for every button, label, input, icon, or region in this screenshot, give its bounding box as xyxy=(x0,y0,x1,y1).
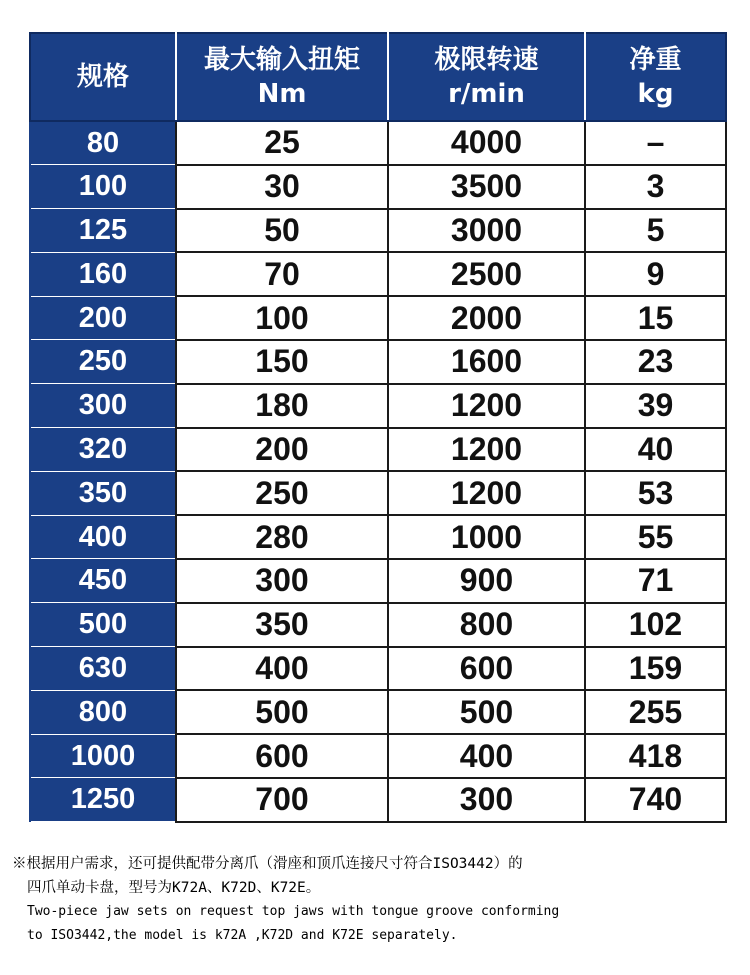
cell-model: 80 xyxy=(30,121,176,165)
cell-max-speed: 300 xyxy=(388,778,585,822)
cell-net-weight: 3 xyxy=(585,165,726,209)
header-model: 规格 xyxy=(30,33,176,121)
cell-net-weight: 5 xyxy=(585,209,726,253)
cell-max-speed: 3500 xyxy=(388,165,585,209)
table-body xyxy=(30,121,726,822)
note-cn-line1: ※根据用户需求，还可提供配带分离爪（滑座和顶爪连接尺寸符合ISO3442）的 xyxy=(12,856,523,872)
table-row xyxy=(30,121,726,165)
cell-net-weight: 55 xyxy=(585,515,726,559)
header-max-speed: 极限转速 r/min xyxy=(388,33,585,121)
cell-net-weight: 159 xyxy=(585,647,726,691)
cell-max-torque: 100 xyxy=(176,296,388,340)
cell-max-torque: 300 xyxy=(176,559,388,603)
cell-max-speed: 400 xyxy=(388,734,585,778)
cell-max-speed: 800 xyxy=(388,603,585,647)
table-row xyxy=(30,690,726,734)
cell-model: 1000 xyxy=(30,734,176,778)
table-header xyxy=(30,33,726,121)
table-row xyxy=(30,734,726,778)
cell-model: 320 xyxy=(30,428,176,472)
spec-table xyxy=(29,32,727,823)
cell-model: 200 xyxy=(30,296,176,340)
cell-model: 300 xyxy=(30,384,176,428)
table-row xyxy=(30,647,726,691)
cell-max-speed: 1200 xyxy=(388,428,585,472)
table-row xyxy=(30,209,726,253)
cell-model: 450 xyxy=(30,559,176,603)
table-row xyxy=(30,252,726,296)
cell-model: 350 xyxy=(30,471,176,515)
cell-model: 160 xyxy=(30,252,176,296)
cell-max-torque: 180 xyxy=(176,384,388,428)
table-row xyxy=(30,471,726,515)
cell-net-weight: 15 xyxy=(585,296,726,340)
cell-max-speed: 3000 xyxy=(388,209,585,253)
cell-model: 100 xyxy=(30,165,176,209)
cell-max-speed: 1000 xyxy=(388,515,585,559)
cell-max-torque: 200 xyxy=(176,428,388,472)
cell-model: 400 xyxy=(30,515,176,559)
note-en-line1: Two-piece jaw sets on request top jaws with tongue groove conforming xyxy=(27,904,560,919)
table-row xyxy=(30,296,726,340)
table-row xyxy=(30,559,726,603)
cell-net-weight: 9 xyxy=(585,252,726,296)
cell-model: 125 xyxy=(30,209,176,253)
table-row xyxy=(30,603,726,647)
table-row xyxy=(30,340,726,384)
cell-net-weight: – xyxy=(585,121,726,165)
notes xyxy=(12,852,732,948)
table-row xyxy=(30,384,726,428)
cell-max-torque: 25 xyxy=(176,121,388,165)
cell-max-torque: 70 xyxy=(176,252,388,296)
table-row xyxy=(30,428,726,472)
cell-net-weight: 740 xyxy=(585,778,726,822)
cell-net-weight: 102 xyxy=(585,603,726,647)
cell-max-torque: 700 xyxy=(176,778,388,822)
cell-model: 1250 xyxy=(30,778,176,822)
cell-max-speed: 600 xyxy=(388,647,585,691)
cell-max-torque: 250 xyxy=(176,471,388,515)
cell-net-weight: 40 xyxy=(585,428,726,472)
note-cn-line2: 四爪单动卡盘，型号为K72A、K72D、K72E。 xyxy=(27,880,321,896)
note-en-line2: to ISO3442,the model is k72A ,K72D and K72E separately. xyxy=(27,928,458,943)
cell-model: 500 xyxy=(30,603,176,647)
cell-net-weight: 53 xyxy=(585,471,726,515)
cell-max-torque: 600 xyxy=(176,734,388,778)
header-max-torque: 最大输入扭矩 Nm xyxy=(176,33,388,121)
cell-model: 800 xyxy=(30,690,176,734)
cell-model: 250 xyxy=(30,340,176,384)
cell-max-speed: 2000 xyxy=(388,296,585,340)
cell-max-speed: 2500 xyxy=(388,252,585,296)
cell-max-speed: 1200 xyxy=(388,471,585,515)
cell-max-torque: 500 xyxy=(176,690,388,734)
cell-max-speed: 1600 xyxy=(388,340,585,384)
table-row xyxy=(30,778,726,822)
cell-max-torque: 50 xyxy=(176,209,388,253)
cell-model: 630 xyxy=(30,647,176,691)
cell-max-torque: 350 xyxy=(176,603,388,647)
cell-max-speed: 500 xyxy=(388,690,585,734)
header-row xyxy=(30,33,726,121)
cell-net-weight: 255 xyxy=(585,690,726,734)
cell-net-weight: 23 xyxy=(585,340,726,384)
cell-max-torque: 30 xyxy=(176,165,388,209)
cell-max-speed: 1200 xyxy=(388,384,585,428)
header-net-weight: 净重 kg xyxy=(585,33,726,121)
cell-max-speed: 900 xyxy=(388,559,585,603)
cell-max-torque: 150 xyxy=(176,340,388,384)
cell-net-weight: 71 xyxy=(585,559,726,603)
cell-max-torque: 400 xyxy=(176,647,388,691)
table-row xyxy=(30,165,726,209)
cell-max-speed: 4000 xyxy=(388,121,585,165)
cell-max-torque: 280 xyxy=(176,515,388,559)
cell-net-weight: 418 xyxy=(585,734,726,778)
cell-net-weight: 39 xyxy=(585,384,726,428)
table-row xyxy=(30,515,726,559)
